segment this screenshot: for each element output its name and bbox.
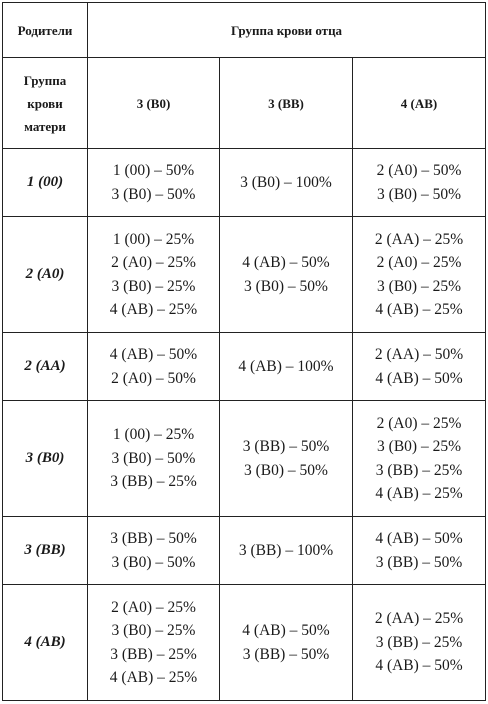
mother-title-line: крови (27, 95, 63, 111)
probability-line: 3 (ВВ) – 100% (238, 541, 334, 559)
header-row-columns (3, 58, 486, 149)
header-mother-title (3, 58, 88, 149)
probability-line: 2 (АА) – 25% (374, 230, 464, 248)
child-probability-cell (220, 217, 353, 333)
probability-line: 3 (В0) – 25% (377, 277, 461, 295)
child-probability-cell (353, 333, 486, 401)
child-probability-cell (220, 333, 353, 401)
table-row (3, 401, 486, 517)
probability-line: 2 (А0) – 25% (376, 414, 462, 432)
probability-line: 3 (ВВ) – 50% (110, 530, 197, 547)
child-probability-cell (88, 585, 220, 701)
child-probability-cell (353, 217, 486, 333)
probability-line: 3 (В0) – 25% (377, 438, 461, 455)
mother-blood-group: 2 (А0) (3, 217, 88, 333)
probability-line: 3 (ВВ) – 25% (110, 473, 197, 491)
probability-line: 3 (ВВ) – 25% (375, 633, 463, 651)
father-column-header: 3 (ВВ) (220, 58, 353, 149)
child-probability-cell (88, 149, 220, 217)
probability-line: 3 (ВВ) – 25% (110, 645, 197, 663)
header-father-title: Группа крови отца (88, 3, 486, 58)
probability-line: 4 (АВ) – 50% (375, 530, 463, 547)
probability-line: 3 (В0) – 50% (111, 449, 196, 467)
probability-line: 2 (А0) – 25% (376, 254, 462, 271)
child-probability-cell (88, 401, 220, 517)
probability-line: 3 (В0) – 50% (244, 461, 328, 479)
probability-line: 3 (В0) – 25% (111, 622, 196, 639)
table-row (3, 517, 486, 585)
probability-line: 2 (А0) – 50% (111, 369, 196, 387)
probability-line: 3 (ВВ) – 25% (375, 461, 463, 479)
blood-group-table (2, 2, 486, 701)
probability-line: 2 (АА) – 50% (374, 346, 464, 363)
mother-blood-group: 1 (00) (3, 149, 88, 217)
mother-blood-group: 2 (АА) (3, 333, 88, 401)
child-probability-cell (220, 517, 353, 585)
probability-line: 3 (В0) – 50% (111, 553, 196, 571)
mother-title-line: Группа (23, 72, 67, 88)
probability-line: 3 (В0) – 25% (111, 277, 196, 295)
probability-line: 4 (АВ) – 50% (242, 254, 330, 271)
probability-line: 2 (А0) – 25% (111, 598, 196, 616)
father-column-header: 3 (В0) (88, 58, 220, 149)
probability-line: 4 (АВ) – 25% (109, 301, 198, 318)
child-probability-cell (220, 585, 353, 701)
probability-line: 4 (АВ) – 100% (238, 357, 334, 375)
child-probability-cell (88, 517, 220, 585)
probability-line: 4 (АВ) – 25% (375, 301, 463, 318)
probability-line: 4 (АВ) – 50% (242, 622, 330, 639)
probability-line: 3 (ВВ) – 50% (242, 438, 330, 455)
mother-blood-group: 3 (В0) (3, 401, 88, 517)
probability-line: 2 (А0) – 50% (376, 162, 462, 179)
probability-line: 3 (В0) – 100% (240, 173, 332, 191)
probability-line: 1 (00) – 25% (112, 426, 195, 444)
child-probability-cell (88, 333, 220, 401)
header-row-top (3, 3, 486, 58)
table-row (3, 585, 486, 701)
probability-line: 3 (В0) – 50% (244, 277, 328, 295)
probability-line: 4 (АВ) – 50% (109, 346, 198, 363)
probability-line: 4 (АВ) – 25% (375, 485, 463, 502)
child-probability-cell (353, 149, 486, 217)
child-probability-cell (220, 401, 353, 517)
father-column-header: 4 (АВ) (353, 58, 486, 149)
child-probability-cell (353, 517, 486, 585)
probability-line: 3 (В0) – 50% (377, 185, 461, 203)
probability-line: 1 (00) – 50% (112, 162, 195, 179)
table-row (3, 217, 486, 333)
child-probability-cell (353, 401, 486, 517)
probability-line: 3 (В0) – 50% (111, 185, 196, 203)
probability-line: 2 (А0) – 25% (111, 254, 196, 271)
mother-title-line: матери (24, 118, 66, 134)
header-corner: Родители (3, 3, 88, 58)
probability-line: 3 (ВВ) – 50% (375, 553, 463, 571)
probability-line: 4 (АВ) – 50% (375, 657, 463, 675)
probability-line: 4 (АВ) – 50% (375, 369, 463, 387)
table-row (3, 149, 486, 217)
mother-blood-group: 4 (АВ) (3, 585, 88, 701)
child-probability-cell (220, 149, 353, 217)
probability-line: 3 (ВВ) – 50% (242, 645, 330, 663)
probability-line: 1 (00) – 25% (112, 230, 195, 248)
child-probability-cell (88, 217, 220, 333)
table-row (3, 333, 486, 401)
mother-blood-group: 3 (ВВ) (3, 517, 88, 585)
probability-line: 4 (АВ) – 25% (109, 669, 198, 686)
probability-line: 2 (АА) – 25% (374, 610, 464, 628)
child-probability-cell (353, 585, 486, 701)
